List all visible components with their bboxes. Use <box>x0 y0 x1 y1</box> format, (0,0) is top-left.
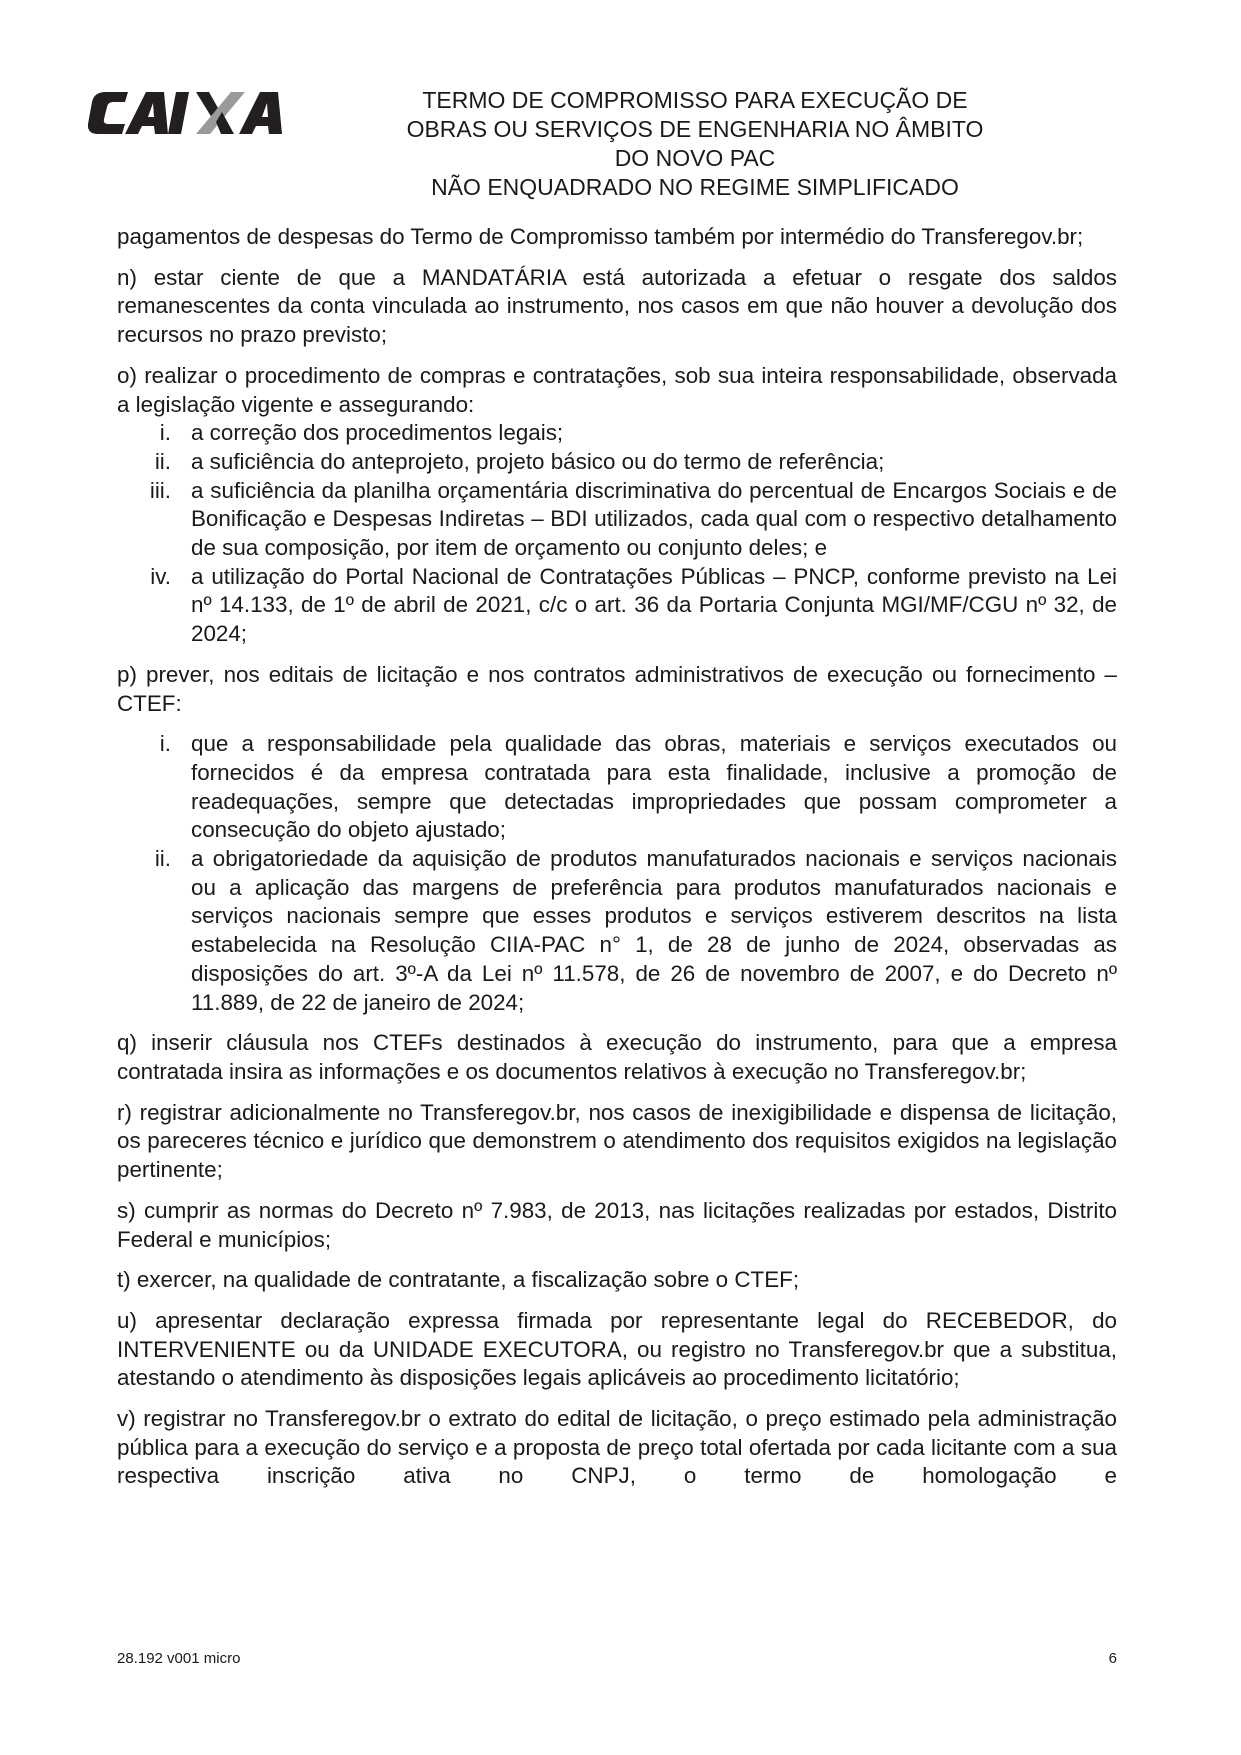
list-item-text: a utilização do Portal Nacional de Contratações Públicas – PNCP, conforme previsto na Lei nº 14.133, de 1º de abril de 2021, c/c o art. 36 da Portaria Conjunta MGI/MF/CGU nº 32, de 2024; <box>191 563 1117 647</box>
list-item <box>117 477 1117 563</box>
list-item-text: a correção dos procedimentos legais; <box>191 420 564 446</box>
list-item-number: iv. <box>150 563 171 589</box>
paragraph-intro: pagamentos de despesas do Termo de Compromisso também por intermédio do Transferegov.br; <box>117 224 1084 249</box>
footer-doc-code: 28.192 v001 micro <box>117 1650 241 1667</box>
list-item-number: ii. <box>154 448 171 474</box>
clause-u: u) apresentar declaração expressa firmada por representante legal do RECEBEDOR, do INTERVENIENTE ou da UNIDADE EXECUTORA, ou registro no Transferegov.br que a substitua, atestando o atendimento às disposições legais aplicáveis ao procedimento licitatório; <box>117 1307 1117 1391</box>
clause-s: s) cumprir as normas do Decreto nº 7.983, de 2013, nas licitações realizadas por estados, Distrito Federal e municípios; <box>117 1197 1117 1252</box>
list-item <box>117 563 1117 649</box>
list-item-text: a obrigatoriedade da aquisição de produtos manufaturados nacionais e serviços nacionais ou a aplicação das margens de preferência para produtos manufaturados nacionais e serviços nacionais sempre que esses produtos e serviços estiverem descritos na lista estabelecida na Resolução CIIA-PAC n° 1, de 28 de junho de 2024, observadas as disposições do art. 3º-A da Lei nº 11.578, de 26 de novembro de 2007, e do Decreto nº 11.889, de 22 de janeiro de 2024; <box>191 846 1117 1015</box>
title-line-1: TERMO DE COMPROMISSO PARA EXECUÇÃO DE <box>422 87 968 113</box>
clause-o-list <box>117 419 1117 649</box>
title-line-4: NÃO ENQUADRADO NO REGIME SIMPLIFICADO <box>431 174 959 200</box>
list-item <box>117 845 1117 1017</box>
list-item-text: que a responsabilidade pela qualidade das obras, materiais e serviços executados ou fornecidos é da empresa contratada para esta finalidade, inclusive a promoção de readequações, sempre que detectadas impropriedades que possam comprometer a consecução do objeto ajustado; <box>191 731 1117 843</box>
document-title <box>330 86 1060 202</box>
caixa-logo-icon <box>88 88 288 138</box>
list-item-number: ii. <box>154 846 171 872</box>
document-body <box>117 223 1117 1503</box>
clause-v: v) registrar no Transferegov.br o extrato do edital de licitação, o preço estimado pela administração pública para a execução do serviço e a proposta de preço total ofertada por cada licitante com a sua respectiva inscrição ativa no CNPJ, o termo de homologação e <box>117 1406 1117 1489</box>
list-item-number: i. <box>159 420 171 446</box>
list-item <box>117 419 1117 448</box>
list-item-text: a suficiência do anteprojeto, projeto básico ou do termo de referência; <box>191 448 885 474</box>
list-item-number: iii. <box>149 477 171 503</box>
clause-n: n) estar ciente de que a MANDATÁRIA está autorizada a efetuar o resgate dos saldos remanescentes da conta vinculada ao instrumento, nos casos em que não houver a devolução dos recursos no prazo previsto; <box>117 264 1117 348</box>
caixa-logo <box>88 88 288 138</box>
title-line-3: DO NOVO PAC <box>614 145 776 171</box>
title-line-2: OBRAS OU SERVIÇOS DE ENGENHARIA NO ÂMBITO <box>406 116 984 142</box>
list-item-text: a suficiência da planilha orçamentária discriminativa do percentual de Encargos Sociais e de Bonificação e Despesas Indiretas – BDI utilizados, cada qual com o respectivo detalhamento de sua composição, por item de orçamento ou conjunto deles; e <box>191 477 1117 561</box>
clause-r: r) registrar adicionalmente no Transferegov.br, nos casos de inexigibilidade e dispensa de licitação, os pareceres técnico e jurídico que demonstrem o atendimento dos requisitos exigidos na legislação pertinente; <box>117 1099 1117 1183</box>
clause-t: t) exercer, na qualidade de contratante, a fiscalização sobre o CTEF; <box>117 1267 800 1293</box>
list-item <box>117 730 1117 845</box>
clause-p: p) prever, nos editais de licitação e nos contratos administrativos de execução ou fornecimento – CTEF: <box>117 661 1117 716</box>
list-item-number: i. <box>159 731 171 757</box>
clause-o: o) realizar o procedimento de compras e contratações, sob sua inteira responsabilidade, observada a legislação vigente e assegurando: <box>117 362 1117 417</box>
list-item <box>117 448 1117 477</box>
clause-p-list <box>117 730 1117 1017</box>
clause-q: q) inserir cláusula nos CTEFs destinados à execução do instrumento, para que a empresa contratada insira as informações e os documentos relativos à execução no Transferegov.br; <box>117 1030 1117 1084</box>
page-number: 6 <box>1108 1650 1117 1667</box>
